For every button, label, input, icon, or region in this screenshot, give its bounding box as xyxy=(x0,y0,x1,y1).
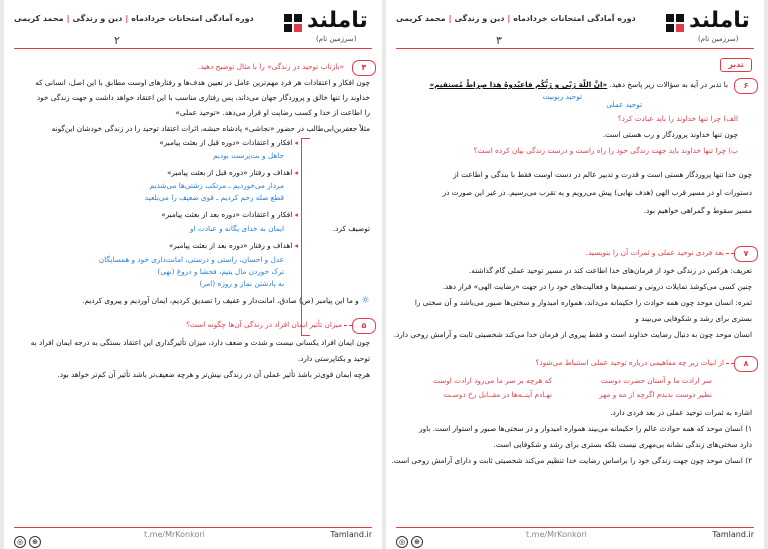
verse-label: توحید عملی xyxy=(606,100,642,109)
question-number-badge: ۵ xyxy=(352,318,376,334)
dashed-line xyxy=(344,325,352,327)
answer-line: مسیر سقوط و گمراهی خواهیم بود. xyxy=(643,206,752,215)
verse-label: توحید ربوبیت xyxy=(542,92,582,101)
question-title: با تدبر در آیه به سؤالات زیر پاسخ دهید. «اِنَّ اللّهَ رَبّی و رَبُّکُم فاعبُدوهُ هذا صِراطٌ مُستقیم» xyxy=(429,80,728,89)
globe-icon[interactable]: ⊕ xyxy=(411,536,423,548)
summary-detail: به پادشتن نماز و روزه (امر) xyxy=(199,279,284,288)
question-number-badge: ۸ xyxy=(734,356,758,372)
header-divider xyxy=(396,48,754,49)
header-divider xyxy=(14,48,372,49)
summary-detail: عدل و احسان، راستی و درستی، امانت‌داری خود و همسایگان xyxy=(98,255,284,264)
footer-site[interactable]: Tamland.ir xyxy=(330,530,372,539)
answer-line: ۱) انسان موحد که همه حوادث عالم را حکیمانه می‌بیند همواره امیدوار و در سختی‌ها صبور و استوار است. باور xyxy=(419,424,752,433)
answer-line: بستری برای رشد و شکوفایی می‌بیند و xyxy=(635,314,752,323)
instagram-icon[interactable]: ◎ xyxy=(14,536,26,548)
footer-divider xyxy=(396,527,754,528)
page-body xyxy=(391,56,752,521)
answer-line: چون افکار و اعتقادات هر فرد مهم‌ترین عامل در تعیین هدف‌ها و رفتارهای اوست مطابق با این اصل، انسانی که xyxy=(35,78,370,87)
page-header xyxy=(14,8,372,50)
summary-detail: ایمان به خدای یگانه و عبادت او xyxy=(190,224,284,233)
summary-detail: مردار می‌خوردیم ـ مرتکب زشتی‌ها می‌شدیم xyxy=(149,181,284,190)
page-header xyxy=(396,8,754,50)
answer-line: چون ایمان افراد یکسانی نیست و شدت و ضعف دارد، میزان تأثیرگذاری این اعتقاد بستگی به درجه ایمان افراد به xyxy=(30,338,370,347)
logo-mark-icon xyxy=(282,12,304,34)
question-title: از ابیات زیر چه مفاهیمی درباره توحید عملی استنباط می‌شود؟ xyxy=(535,358,724,367)
question-number-badge: ۴ xyxy=(352,60,376,76)
question-number-badge: ۷ xyxy=(734,246,758,262)
page-number: ۲ xyxy=(114,34,120,47)
summary-line: ◂اهداف و رفتار «دوره بعد از بعثت پیامبر» xyxy=(168,241,298,250)
answer-line: چون خدا تنها پروردگار هستی است و قدرت و تدبیر عالم در دست اوست فقط با بندگی و اطاعت از xyxy=(453,170,752,179)
footer-divider xyxy=(14,527,372,528)
answer-line: را اطاعت از خدا و کسب رضایت او قرار می‌دهد. «توحید عملی» xyxy=(175,108,370,117)
answer-line: ثمره: انسان موحد چون همه حوادث را حکیمانه می‌داند، همواره امیدوار و سختی‌ها صبور می‌باشد و آن سختی را xyxy=(414,298,752,307)
logo-text: تاملند xyxy=(307,8,368,33)
page-body xyxy=(16,56,370,521)
answer-line: چنین کسی می‌کوشد تمایلات درونی و تصمیم‌ها و فعالیت‌های خود را در جهت «رضایت الهی» قرار دهد. xyxy=(442,282,752,291)
summary-detail: جاهل و بت‌پرست بودیم xyxy=(212,151,284,160)
question-title: «بازتاب توحید در زندگی» را با مثال توضیح دهید. xyxy=(197,62,344,71)
dashed-line xyxy=(726,363,734,365)
page-footer xyxy=(14,527,372,546)
answer-line: توحید و یکتاپرستی دارد. xyxy=(297,354,370,363)
section-label: تدبر xyxy=(720,58,752,72)
sub-question: ب) چرا تنها خداوند باید جهت زندگی خود را راه راست و درست زندگی بیان کرده است؟ xyxy=(473,146,738,155)
question-number-badge: ۶ xyxy=(734,78,758,94)
answer-line: انسان موحد چون به دنبال رضایت خداوند است و فقط پیروی از فرمان خدا می‌کند شخصیتی ثابت و آرامش روحی دارد. xyxy=(393,330,752,339)
page-footer xyxy=(396,527,754,546)
footer-site[interactable]: Tamland.ir xyxy=(712,530,754,539)
header-title: دوره آمادگی امتحانات خردادماه|دین و زندگی|محمد کریمی xyxy=(396,14,636,23)
summary-line: ◂افکار و اعتقادات «دوره بعد از بعثت پیامبر» xyxy=(161,210,298,219)
dashed-line xyxy=(726,253,734,255)
answer-line: هرچه ایمان قوی‌تر باشد تأثیر عملی آن در زندگی بیش‌تر و هرچه ضعیف‌تر باشد تأثیر آن کم‌تر خواهد بود. xyxy=(57,370,370,379)
summary-detail: ترک خوردن مال یتیم، فحشا و دروغ (نهی) xyxy=(157,267,284,276)
footer-channel[interactable]: t.me/MrKonkori xyxy=(526,530,587,539)
page-right xyxy=(386,0,764,549)
summary-line: ◂اهداف و رفتار «دوره قبل از بعثت پیامبر» xyxy=(166,168,298,177)
question-title: بعد فردی توحید عملی و ثمرات آن را بنویسید. xyxy=(585,248,724,257)
sub-question: الف) چرا تنها خداوند را باید عبادت کرد؟ xyxy=(617,114,738,123)
page-left xyxy=(4,0,382,549)
summary-line: ◂افکار و اعتقادات «دوره قبل از بعثت پیامبر» xyxy=(159,138,298,147)
side-note: توصیف کرد. xyxy=(332,224,370,233)
answer-line: دارد سختی‌های زندگی نشانه بی‌مهری نیست بلکه بستری برای رشد و شکوفایی است. xyxy=(493,440,752,449)
answer-line: دستورات او در مسیر قرب الهی (هدف نهایی) پیش می‌رویم و به تقرب می‌رسیم. در غیر این صورت در xyxy=(442,188,752,197)
logo xyxy=(282,8,372,48)
footer-channel[interactable]: t.me/MrKonkori xyxy=(144,530,205,539)
poem-verse: نظیر دوست ندیدم اگرچه از مه و مهر xyxy=(599,390,712,399)
answer-line: ☼ و ما این پیامبر (ص) صادق، امانت‌دار و عفیف را تصدیق کردیم، ایمان آوردیم و پیروی کردیم. xyxy=(82,295,370,306)
logo xyxy=(664,8,754,48)
globe-icon[interactable]: ⊕ xyxy=(29,536,41,548)
poem-verse: سر ارادت ما و آستان حضرت دوست xyxy=(600,376,712,385)
answer-line: چون تنها خداوند پروردگار و رب هستی است. xyxy=(602,130,738,139)
answer-line: اشاره به ثمرات توحید عملی در بعد فردی دارد. xyxy=(610,408,752,417)
answer-line: خداوند را تنها خالق و پروردگار جهان می‌داند، پس رفتاری مناسب با این اعتقاد خواهد داشت و جهت زندگی خود xyxy=(36,93,370,102)
sun-icon: ☼ xyxy=(361,295,370,306)
footer-icons xyxy=(14,529,44,548)
bracket xyxy=(301,138,310,336)
footer-icons xyxy=(396,529,426,548)
summary-detail: قطع صله رحم کردیم ـ قوی ضعیف را می‌بلعید xyxy=(144,193,284,202)
poem-verse: نهـادم آینــه‌ها در مقــابل رخ دوسـت xyxy=(443,390,552,399)
header-title: دوره آمادگی امتحانات خردادماه|دین و زندگی|محمد کریمی xyxy=(14,14,254,23)
logo-subtitle: (سرزمین تام) xyxy=(698,35,739,43)
page-number: ۳ xyxy=(496,34,502,47)
answer-line: تعریف: هرکس در زندگی خود از فرمان‌های خدا اطاعت کند در مسیر توحید عملی گام گذاشته. xyxy=(468,266,752,275)
logo-subtitle: (سرزمین تام) xyxy=(316,35,357,43)
question-title: میزان تأثیر ایمان افراد در زندگی آن‌ها چگونه است؟ xyxy=(186,320,342,329)
answer-line: ۲) انسان موحد چون جهت زندگی خود را براساس رضایت خدا تنظیم می‌کند شخصیتی ثابت و دارای آرامش روحی است. xyxy=(391,456,752,465)
logo-mark-icon xyxy=(664,12,686,34)
instagram-icon[interactable]: ◎ xyxy=(396,536,408,548)
logo-text: تاملند xyxy=(689,8,750,33)
answer-line: مثلاً جعفربن‌ابی‌طالب در حضور «نجاشی» پادشاه حبشه، اثرات اعتقاد توحید را در زندگی خودشان این‌گونه xyxy=(51,124,370,133)
poem-verse: که هرچه بر سر ما می‌رود ارادت اوست xyxy=(432,376,552,385)
